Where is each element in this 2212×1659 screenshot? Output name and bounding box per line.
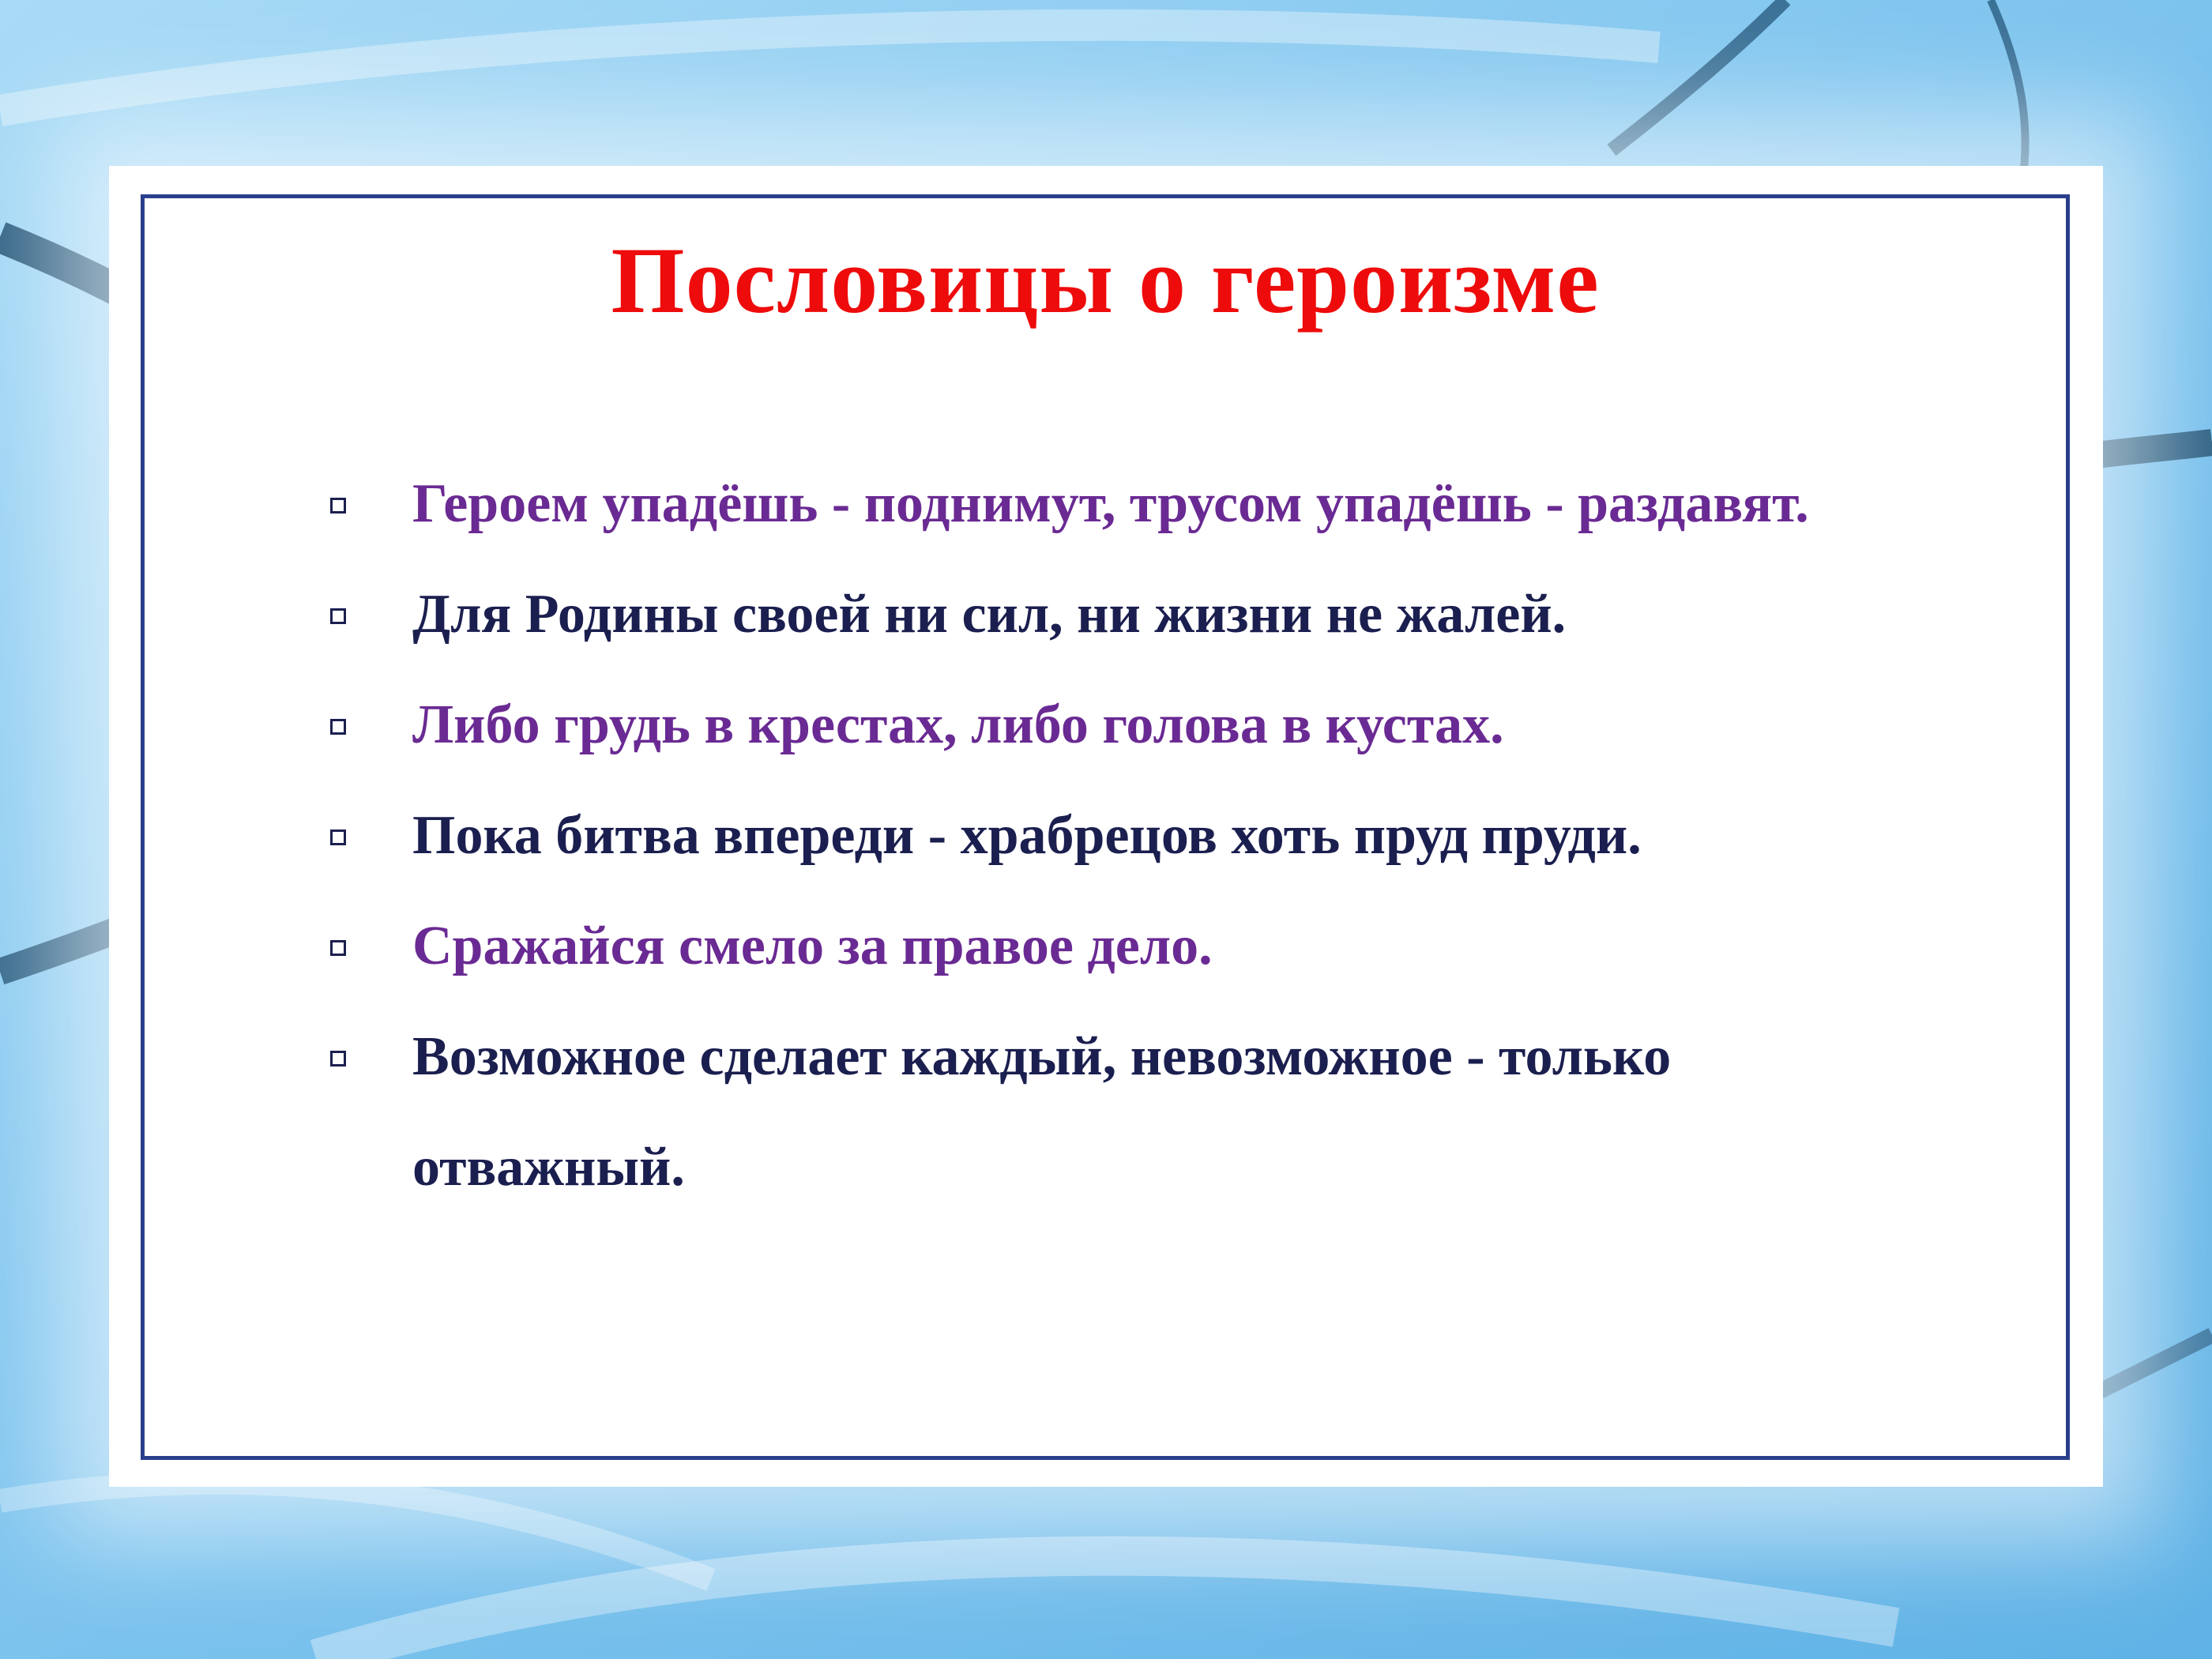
square-bullet-icon [330, 830, 346, 845]
square-bullet-icon [330, 719, 346, 735]
proverb-text: Героем упадёшь - поднимут, трусом упадёшь - раздавят. [412, 473, 1809, 534]
square-bullet-icon [330, 498, 346, 514]
proverb-text: Возможное сделает каждый, невозможное - только отважный. [412, 1026, 1672, 1198]
list-item [324, 449, 1983, 559]
list-item [324, 781, 1983, 891]
list-item [324, 891, 1983, 1002]
list-item [324, 559, 1983, 670]
square-bullet-icon [330, 940, 346, 956]
list-item [324, 1002, 1937, 1223]
proverb-text: Сражайся смело за правое дело. [412, 916, 1213, 976]
slide-title: Пословицы о героизме [611, 228, 1600, 333]
proverb-list [324, 449, 1983, 1223]
square-bullet-icon [330, 608, 346, 624]
square-bullet-icon [330, 1051, 346, 1066]
proverb-text: Для Родины своей ни сил, ни жизни не жалей. [412, 584, 1567, 645]
proverb-text: Либо грудь в крестах, либо голова в кустах. [412, 694, 1504, 755]
list-item [324, 670, 1983, 781]
proverb-text: Пока битва впереди - храбрецов хоть пруд пруди. [412, 805, 1642, 866]
